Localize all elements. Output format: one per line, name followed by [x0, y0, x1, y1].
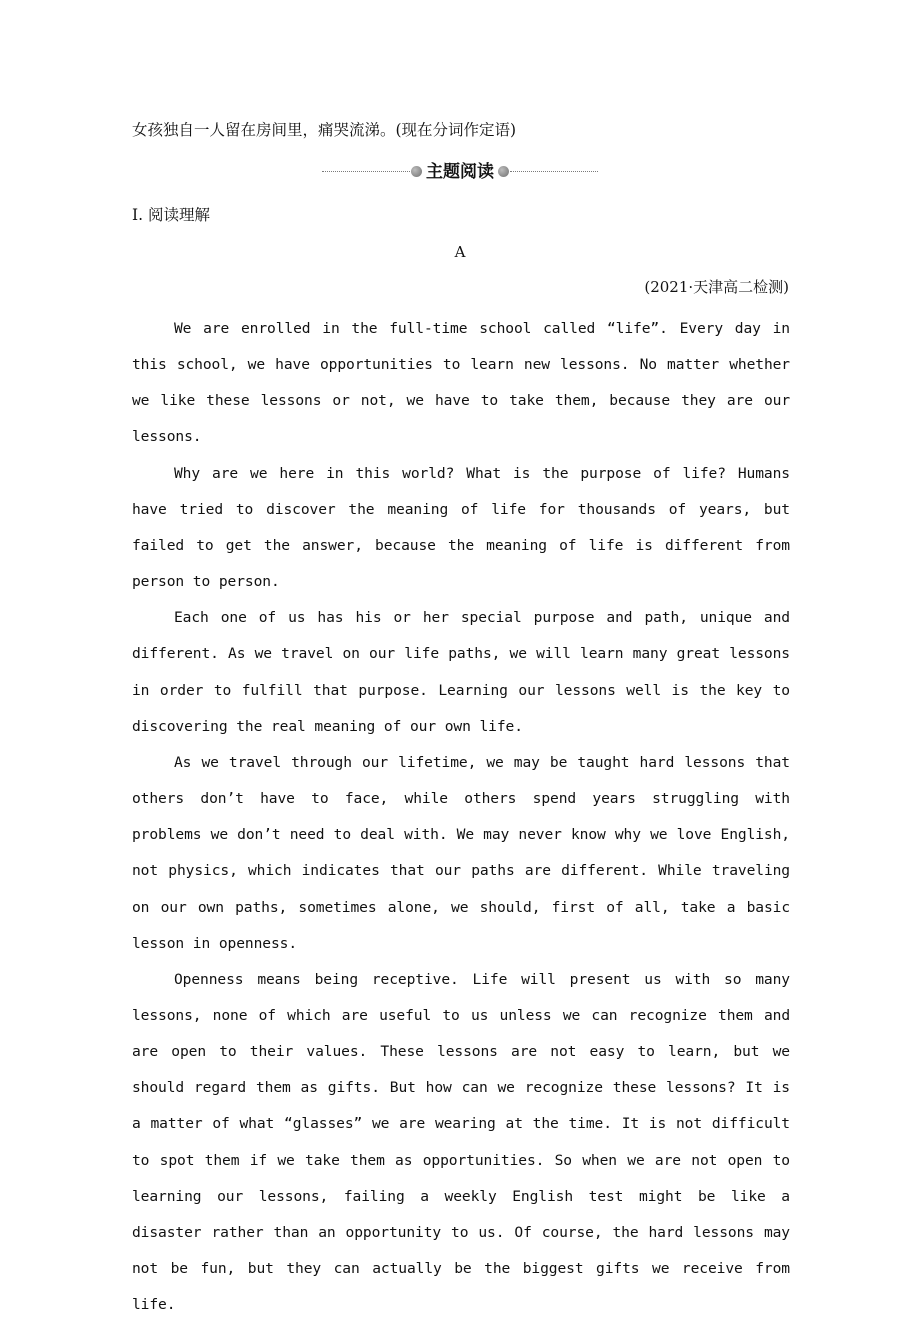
- passage-paragraph: Openness means being receptive. Life will present us with so many lessons, none of which are useful to us unless we can recognize them and are open to their values. These lessons are not easy to learn, but we should regard them as gifts. But how can we recognize these lessons? It is a matter of what “glasses” we are wearing at the time. It is not difficult to spot them if we take them as opportunities. So when we are not open to learning our lessons, failing a weekly English test might be like a disaster rather than an opportunity to us. Of course, the hard lessons may not be fun, but they can actually be the biggest gifts we receive from life.: [132, 970, 790, 1314]
- passage-paragraph: Each one of us has his or her special purpose and path, unique and different. As we travel on our life paths, we will learn many great lessons in order to fulfill that purpose. Learning our lessons well is the key to discovering the real meaning of our own life.: [132, 609, 790, 735]
- banner-rule-left: [322, 171, 410, 172]
- passage-paragraph: As we travel through our lifetime, we may be taught hard lessons that others don’t have to face, while others spend years struggling with problems we don’t need to deal with. We may never know why we love English, not physics, which indicates that our paths are different. While traveling on our own paths, sometimes alone, we should, first of all, take a basic lesson in openness.: [132, 753, 790, 952]
- banner-dot-right-icon: [498, 166, 509, 177]
- passage-body: [132, 311, 790, 1323]
- intro-sentence: 女孩独自一人留在房间里，痛哭流涕。(现在分词作定语): [132, 121, 517, 139]
- section-title: 主题阅读: [426, 162, 494, 182]
- section-banner: [322, 158, 598, 186]
- banner-rule-right: [510, 171, 598, 172]
- banner-dot-left-icon: [411, 166, 422, 177]
- passage-label: A: [454, 243, 466, 261]
- passage-paragraph: We are enrolled in the full-time school called “life”. Every day in this school, we have opportunities to learn new lessons. No matter whether we like these lessons or not, we have to take them, because they are our lessons.: [132, 320, 790, 446]
- passage-source: (2021·天津高二检测): [644, 278, 789, 296]
- passage-paragraph: Why are we here in this world? What is the purpose of life? Humans have tried to discover the meaning of life for thousands of years, but failed to get the answer, because the meaning of life is different from person to person.: [132, 464, 790, 591]
- part-heading: Ⅰ. 阅读理解: [132, 206, 210, 224]
